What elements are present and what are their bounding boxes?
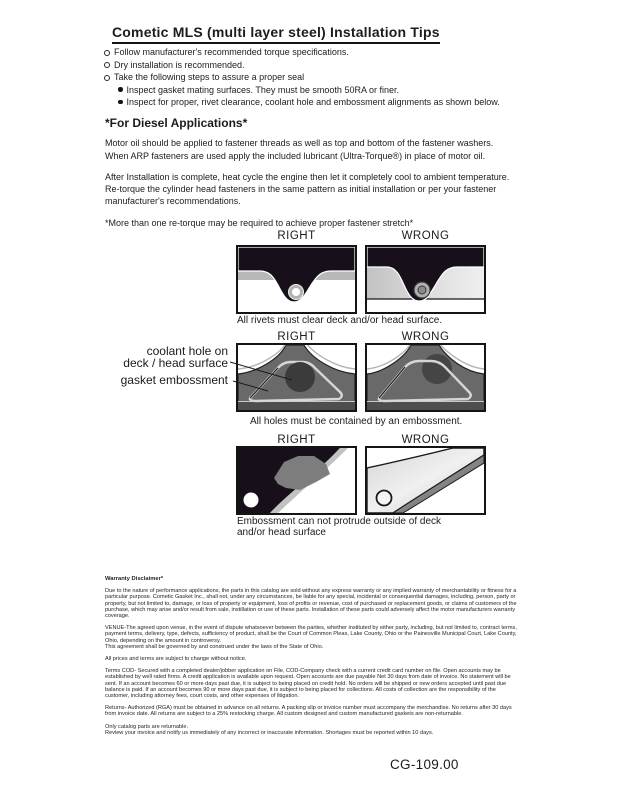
embossment-containment-right-diagram (236, 343, 357, 412)
rivet-clearance-right-diagram (236, 245, 357, 314)
coolant-hole-annotation (118, 345, 228, 369)
wrong-label-row1: WRONG (401, 230, 450, 242)
protrusion-right-illustration (238, 448, 355, 513)
diesel-applications-section (105, 117, 517, 238)
bullet-text: Inspect gasket mating surfaces. They must be smooth 50RA or finer. (126, 84, 399, 95)
rivet-center-icon (292, 288, 300, 296)
protrusion-right-diagram (236, 446, 357, 515)
sub-bullet-item (118, 84, 554, 97)
rivet-clearance-wrong-diagram (365, 245, 486, 314)
protrusion-wrong-illustration (367, 448, 484, 513)
bullet-text: Inspect for proper, rivet clearance, coolant hole and embossment alignments as shown below. (126, 97, 500, 108)
rivet-wrong-illustration (367, 247, 484, 312)
embossment-wrong-illustration (367, 345, 484, 410)
open-bullet-icon (104, 62, 110, 68)
bullet-text: Dry installation is recommended. (114, 59, 245, 70)
installation-tips-list (104, 46, 554, 109)
coolant-hole-icon (285, 362, 315, 392)
bullet-text: Follow manufacturer's recommended torque specifications. (114, 47, 349, 57)
diesel-paragraph: Motor oil should be applied to fastener threads as well as top and bottom of the fastener washers. When ARP fasteners are used apply the included lubricant (Ultra-Torque®) in place of motor oil. (105, 138, 494, 161)
embossment-containment-wrong-diagram (365, 343, 486, 412)
legal-paragraph: Only catalog parts are returnable. (105, 723, 189, 730)
warranty-disclaimer-section (105, 576, 517, 742)
right-label-row1: RIGHT (277, 230, 316, 242)
filled-bullet-icon (118, 87, 123, 92)
caption-holes: All holes must be contained by an embossment. (250, 416, 463, 427)
bullet-item (104, 59, 554, 72)
rivet-right-illustration (238, 247, 355, 312)
bolt-hole-icon (244, 493, 259, 508)
wrong-label-row2: WRONG (401, 331, 450, 343)
annotation-line: deck / head surface (123, 356, 228, 370)
sub-bullet-item (118, 96, 554, 109)
annotation-line: coolant hole on (146, 344, 228, 358)
rivet-center-icon (418, 286, 426, 294)
right-label-row2: RIGHT (277, 331, 316, 343)
bullet-item (104, 46, 554, 59)
bolt-hole-icon (377, 491, 392, 506)
caption-rivets: All rivets must clear deck and/or head surface. (237, 315, 443, 326)
gasket-embossment-annotation: gasket embossment (120, 373, 228, 387)
legal-paragraph: This agreement shall be governed by and construed under the laws of the State of Ohio. (105, 643, 324, 650)
legal-paragraph: Review your invoice and notify us immediately of any incorrect or inaccurate information. Shortages must be reported within 10 days. (105, 729, 434, 736)
wrong-label-row3: WRONG (401, 434, 450, 446)
legal-paragraph: Returns- Authorized (RGA) must be obtained in advance on all returns. A packing slip or invoice number must accompany the merchandise. No returns after 30 days from invoice date. All returns are subject to a 25% restocking charge. All custom designed and custom manufactured gaskets are non-returnable. (105, 705, 512, 718)
page-number: CG-109.00 (390, 757, 459, 772)
caption-protrusion: Embossment can not protrude outside of deck and/or head surface (237, 516, 442, 538)
legal-paragraph: Due to the nature of performance applications, the parts in this catalog are sold without any express warranty or any implied warranty of merchantability or fitness for a particular purpose. Cometic Gasket Inc., shall not, under any circumstances, be liable for any special, incidental or consequential damages, including, person, party or property, but not limited to, damage, or loss of property or equipment, loss of profits or revenue, cost of purchased or replacement goods, or claims of customers of the purchase, which may arise and/or result from sale, instillation or use of these parts. Installation of these parts could adversely affect the motor manufacturers warranty coverage. (105, 588, 517, 620)
open-bullet-icon (104, 50, 110, 56)
right-label-row3: RIGHT (277, 434, 316, 446)
diesel-heading: *For Diesel Applications* (105, 116, 248, 130)
diesel-paragraph: *More than one re-torque may be required to achieve proper fastener stretch* (105, 217, 414, 228)
legal-paragraph: VENUE-The agreed upon venue, in the event of dispute whatsoever between the parties, whether instituted by either party, including, but not limited to, contract terms, payment terms, delivery, type, defects, sufficiency of product, shall be the Court of Common Pleas, Lake County, Ohio or the Painesville Municipal Court, Lake County, Ohio, depending on the amount in controversy. (105, 625, 517, 644)
protrusion-wrong-diagram (365, 446, 486, 515)
page-title: Cometic MLS (multi layer steel) Installation Tips (112, 24, 440, 44)
bullet-item (104, 71, 554, 84)
legal-paragraph: Terms COD- Secured with a completed dealer/jobber application on File, COD-Company check with a current credit card number on file. Open accounts may be established by well rated firms. A credit application is available upon request. Open accounts are due payable Net 30 days from date of invoice. No statement will be sent. If an account becomes 60 or more days past due, it is subject to being placed on credit hold. No orders will be shipped or new orders accepted until past due balance is paid. If an account becomes 90 or more days past due, it is subject to being placed for collections. All costs of collection are the responsibility of the customer, including attorney fees, court costs, and other expenses of litigation. (105, 668, 511, 700)
open-bullet-icon (104, 75, 110, 81)
legal-paragraph: All prices and terms are subject to change without notice. (105, 656, 247, 663)
filled-bullet-icon (118, 100, 123, 105)
warranty-heading: Warranty Disclaimer* (105, 576, 164, 582)
embossment-right-illustration (238, 345, 355, 410)
bullet-text: Take the following steps to assure a proper seal (114, 72, 305, 83)
diesel-paragraph: After Installation is complete, heat cycle the engine then let it completely cool to ambient temperature. Re-torque the cylinder head fasteners in the same pattern as initial installation or per your fastener manufacturer's recommendations. (105, 171, 510, 207)
